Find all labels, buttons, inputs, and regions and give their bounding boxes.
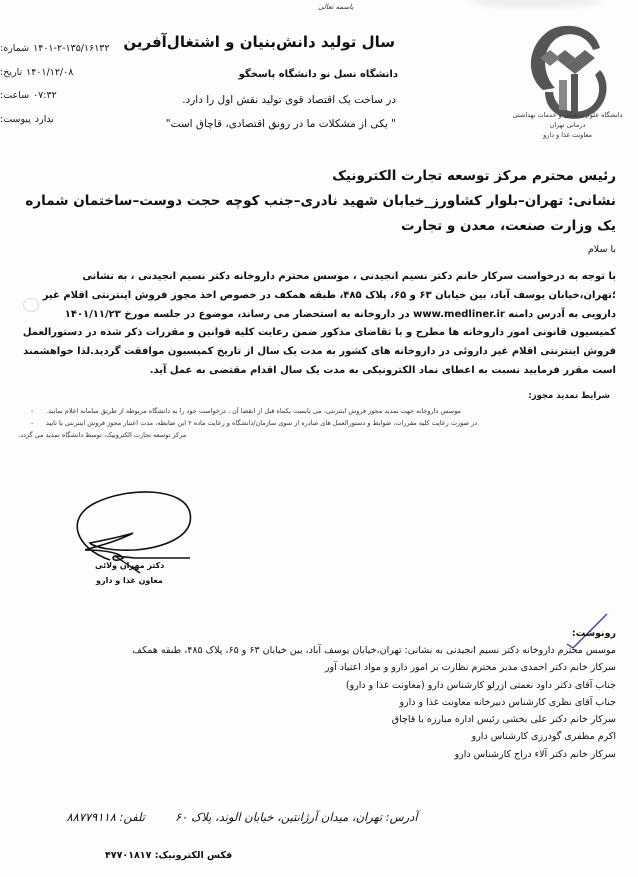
cc-item: اکرم مظفری گودرزی کارشناس دارو	[471, 731, 616, 743]
cc-title: رونوشت:	[571, 628, 616, 639]
condition-item	[18, 405, 608, 417]
conditions-list	[18, 405, 608, 441]
recipient-address-line-2: یک وزارت صنعت، معدن و تجارت	[400, 218, 616, 234]
meta-attachment	[0, 114, 135, 138]
logo-caption-deputy: معاونت غذا و دارو	[543, 131, 592, 139]
cc-item: جناب آقای دکتر داود نعمتی ازرلو کارشناس دارو (معاونت غذا و دارو)	[345, 679, 616, 691]
cc-item: سرکار خانم دکتر علی بخشی رئیس اداره مبارزه با قاچاق	[391, 714, 616, 726]
scan-smudge	[470, 0, 600, 8]
cc-list	[132, 642, 616, 763]
slogan-line-1: در ساخت یک اقتصاد قوی تولید نقش اول را دارد.	[182, 94, 396, 106]
logo-caption-university: دانشگاه علوم پزشکی و خدمات بهداشتی درمانی تهران	[512, 111, 623, 129]
meta-value: ۱۴۰۱-۲-۱۳۵/۱۶۱۳۲	[33, 43, 110, 54]
university-tagline: دانشگاه نسل نو دانشگاه پاسخگو	[238, 69, 398, 80]
greeting: با سلام	[587, 244, 616, 255]
meta-number	[0, 43, 135, 67]
meta-label: تاریخ:	[0, 66, 23, 78]
body-line: کمیسیون قانونی امور داروخانه ها مطرح و با تقاضای مذکور ضمن رعایت کلیه قوانین و مقررات ذکر شده در دستورالعمل	[22, 327, 616, 339]
top-note: باسمه تعالی	[318, 3, 354, 11]
slogan-line-2: " یکی از مشکلات ما در رونق اقتصادی، قاچاق است"	[165, 118, 396, 130]
meta-label: ساعت:	[0, 90, 30, 101]
body-line: فروش اینترنتی اقلام غیر داروئی در داروخانه های کشور به مدت یک سال از تاریخ کمیسیون موافقت گردید.لذا خواهشمند	[23, 346, 616, 358]
bullet-dash-icon: -	[30, 407, 34, 415]
conditions-title: شرایط تمدید مجوز:	[528, 391, 610, 401]
meta-value: ۱۴۰۱/۱۲/۰۸	[26, 66, 74, 78]
signer-title: معاون غذا و دارو	[96, 576, 163, 585]
signer-name: دکتر مهران ولائی	[95, 561, 165, 570]
letter-metadata	[0, 43, 135, 137]
logo-caption	[505, 110, 630, 140]
cc-item: سرکار خانم دکتر احمدی مدیر محترم نظارت بر امور دارو و مواد اعتیاد آور	[324, 662, 616, 674]
meta-label: پیوست:	[0, 113, 31, 125]
meta-value: ندارد	[34, 113, 55, 125]
scan-blot	[23, 298, 39, 312]
body-line: دارویی به آدرس دامنه www.medliner.ir در داروخانه به استحضار می رساند، موضوع در جلسه مورخ ۱۴۰۱/۱۱/۲۳	[64, 308, 616, 320]
cc-item: جناب آقای نظری کارشناس دبیرخانه معاونت غذا و دارو	[399, 696, 616, 708]
meta-label: شماره:	[0, 43, 30, 54]
footer-address: آدرس: تهران، میدان آرژانتین، خیابان الوند، پلاک ۶۰	[175, 810, 418, 824]
body-line: با توجه به درخواست سرکار خانم دکتر نسیم انجیدنی ، موسس محترم داروخانه دکتر نسیم انجیدنی ، به نشانی	[82, 271, 616, 282]
body-line: است مقرر فرمایید نسبت به اعطای نماد الکترونیکی به مدت یک سال اقدام مقتضی به عمل آید.	[149, 364, 616, 376]
letter-body	[22, 268, 616, 381]
meta-time	[0, 90, 135, 114]
bullet-dash-icon: -	[30, 419, 34, 427]
meta-value: ۰۷:۳۲	[33, 90, 57, 101]
body-line: ؛تهران،خیابان یوسف آباد، بین خیابان ۶۳ و ۶۵، پلاک ۴۸۵، طبقه همکف در خصوص اخذ مجوز فروش اینترنتی اقلام غیر	[42, 289, 616, 301]
condition-text: در صورت رعایت کلیه مقررات، ضوابط و دستورالعمل های صادره از سوی سازمان/دانشگاه و رعایت ماده ۲ این ضابطه، مدت اعتبار مجوز فروش اینترنتی با تایید	[46, 419, 478, 427]
condition-continuation	[18, 429, 608, 441]
meta-date	[0, 67, 135, 91]
condition-text: موسس داروخانه جهت تمدید مجوز فروش اینترنتی، می بایست یکماه قبل از انقضا آن ، درخواست خود را به دانشگاه مربوطه از طریق سامانه اعلام نمایند.	[46, 407, 462, 415]
recipient-title: رئیس محترم مرکز توسعه تجارت الکترونیک	[332, 168, 616, 184]
cc-item: سرکار خانم دکتر آلاء دراج کارشناس دارو	[454, 748, 616, 760]
recipient-address-line-1: نشانی: تهران–بلوار کشاورز_خیابان شهید نادری–جنب کوچه حجت دوست–ساختمان شماره	[25, 193, 616, 209]
condition-text: مرکز توسعه تجارت الکترونیک، توسط دانشگاه تمدید می گردد.	[18, 431, 187, 439]
year-slogan-title: سال تولید دانش‌بنیان و اشتغال‌آفرین	[123, 33, 395, 51]
cc-item: موسس محترم داروخانه دکتر نسیم انجیدنی به نشانی: تهران،خیابان یوسف آباد، بین خیابان ۶۳ و ۶۵، پلاک ۴۸۵، طبقه همکف	[132, 645, 616, 656]
footer-phone: تلفن: ۸۸۷۷۹۱۱۸	[66, 810, 145, 824]
footer-fax: فکس الکترونیک: ۴۷۷۰۱۸۱۷	[105, 850, 233, 861]
condition-item	[18, 417, 608, 429]
